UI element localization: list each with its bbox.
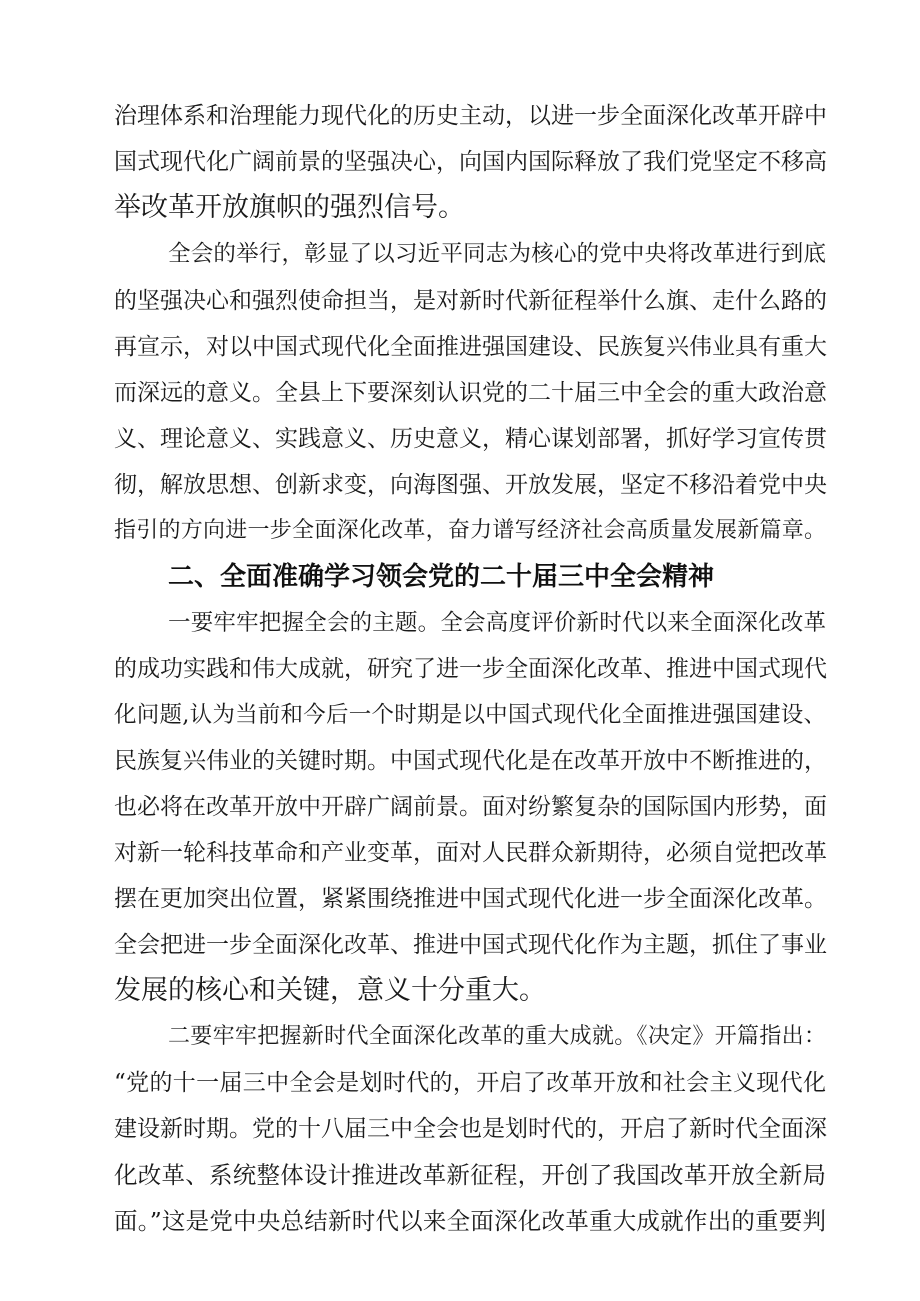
text-line-7: 而深远的意义。全县上下要深刻认识党的二十届三中全会的重大政治意: [114, 380, 827, 406]
text-line-15: 民族复兴伟业的关键时期。中国式现代化是在改革开放中不断推进的，: [114, 748, 827, 774]
text-line-2: 国式现代化广阔前景的坚强决心，向国内国际释放了我们党坚定不移高: [114, 149, 827, 175]
text-line-9: 彻，解放思想、创新求变，向海图强、开放发展，坚定不移沿着党中央: [114, 472, 827, 498]
text-line-17: 对新一轮科技革命和产业变革，面对人民群众新期待，必须自觉把改革: [114, 840, 827, 866]
text-line-13: 的成功实践和伟大成就，研究了进一步全面深化改革、推进中国式现代: [114, 656, 827, 682]
text-line-10: 指引的方向进一步全面深化改革，奋力谱写经济社会高质量发展新篇章。: [114, 518, 826, 543]
text-line-24: 化改革、系统整体设计推进改革新征程，开创了我国改革开放全新局: [114, 1161, 826, 1189]
text-line-5: 的坚强决心和强烈使命担当，是对新时代新征程举什么旗、走什么路的: [114, 288, 827, 314]
text-line-16: 也必将在改革开放中开辟广阔前景。面对纷繁复杂的国际国内形势，面: [114, 794, 827, 820]
text-line-21: 二要牢牢把握新时代全面深化改革的重大成就。《决定》开篇指出：: [168, 1024, 826, 1049]
section-heading: 二、全面准确学习领会党的二十届三中全会精神: [168, 562, 715, 592]
text-line-12: 一要牢牢把握全会的主题。全会高度评价新时代以来全面深化改革: [168, 610, 826, 636]
text-line-25: 面。”这是党中央总结新时代以来全面深化改革重大成就作出的重要判: [114, 1207, 826, 1235]
text-line-4: 全会的举行，彰显了以习近平同志为核心的党中央将改革进行到底: [168, 241, 826, 267]
text-line-23: 建设新时期。党的十八届三中全会也是划时代的，开启了新时代全面深: [114, 1116, 827, 1142]
text-line-22: “党的十一届三中全会是划时代的，开启了改革开放和社会主义现代化: [114, 1070, 826, 1096]
text-line-6: 再宣示，对以中国式现代化全面推进强国建设、民族复兴伟业具有重大: [114, 334, 827, 360]
text-line-18: 摆在更加突出位置，紧紧围绕推进中国式现代化进一步全面深化改革。: [114, 886, 827, 912]
text-line-20: 发展的核心和关键，意义十分重大。: [114, 975, 546, 1006]
text-line-8: 义、理论意义、实践意义、历史意义，精心谋划部署，抓好学习宣传贯: [114, 426, 827, 452]
text-line-1: 治理体系和治理能力现代化的历史主动，以进一步全面深化改革开辟中: [114, 103, 827, 129]
text-line-19: 全会把进一步全面深化改革、推进中国式现代化作为主题，抓住了事业: [114, 932, 827, 958]
text-line-3: 举改革开放旗帜的强烈信号。: [114, 192, 465, 223]
text-line-14: 化问题,认为当前和今后一个时期是以中国式现代化全面推进强国建设、: [114, 702, 826, 728]
